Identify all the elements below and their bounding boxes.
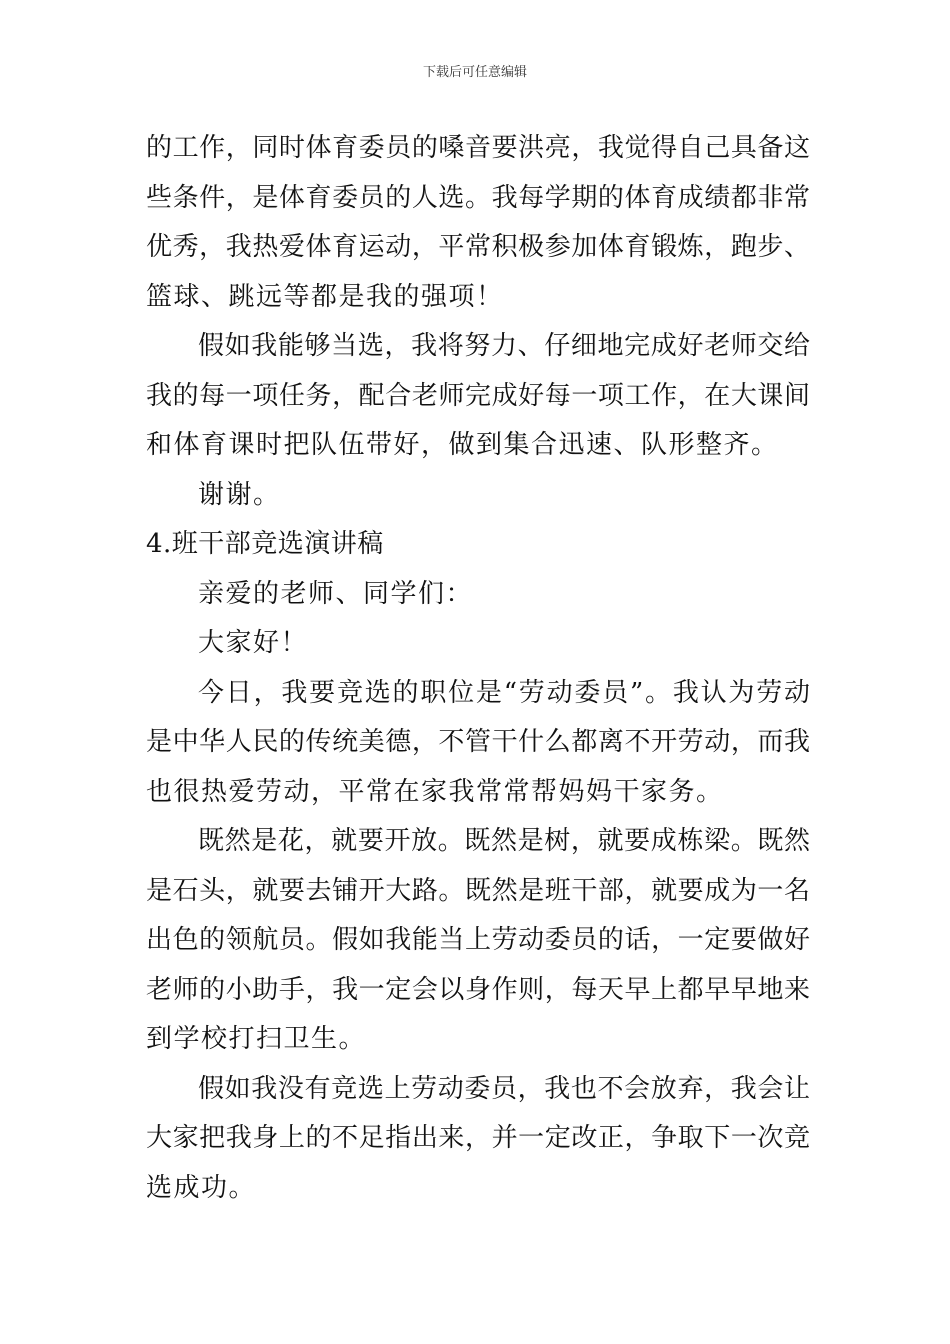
text-line: 也很热爱劳动，平常在家我常常帮妈妈干家务。: [146, 776, 724, 807]
greeting: 大家好！: [198, 628, 309, 658]
document-body: [146, 124, 810, 1213]
text-line: 大家把我身上的不足指出来，并一定改正，争取下一次竞: [146, 1123, 810, 1153]
page-header: 下载后可任意编辑: [422, 65, 527, 80]
paragraph-first-line: 谢谢。: [198, 479, 281, 510]
section-heading: 4.班干部竞选演讲稿: [146, 529, 384, 559]
text-line: 我的每一项任务，配合老师完成好每一项工作，在大课间: [146, 380, 810, 411]
text-line: 选成功。: [146, 1172, 257, 1203]
salutation: 亲爱的老师、同学们：: [198, 578, 474, 609]
text-line: 和体育课时把队伍带好，做到集合迅速、队形整齐。: [146, 430, 779, 460]
paragraph-first-line: 今日，我要竞选的职位是“劳动委员”。我认为劳动: [198, 677, 810, 708]
paragraph-first-line: 假如我没有竞选上劳动委员，我也不会放弃，我会让: [198, 1073, 810, 1104]
text-line: 的工作，同时体育委员的嗓音要洪亮，我觉得自己具备这: [146, 133, 810, 163]
text-line: 是中华人民的传统美德，不管干什么都离不开劳动，而我: [146, 727, 810, 757]
paragraph-first-line: 既然是花，就要开放。既然是树，就要成栋梁。既然: [198, 826, 810, 856]
text-line: 出色的领航员。假如我能当上劳动委员的话，一定要做好: [146, 925, 810, 955]
text-line: 老师的小助手，我一定会以身作则，每天早上都早早地来: [146, 974, 810, 1005]
text-line: 优秀，我热爱体育运动，平常积极参加体育锻炼，跑步、: [146, 232, 810, 262]
text-line: 是石头，就要去铺开大路。既然是班干部，就要成为一名: [146, 875, 810, 906]
text-line: 篮球、跳远等都是我的强项！: [146, 281, 504, 312]
text-line: 些条件，是体育委员的人选。我每学期的体育成绩都非常: [146, 182, 810, 213]
paragraph-first-line: 假如我能够当选，我将努力、仔细地完成好老师交给: [198, 331, 810, 361]
text-line: 到学校打扫卫生。: [146, 1024, 367, 1054]
